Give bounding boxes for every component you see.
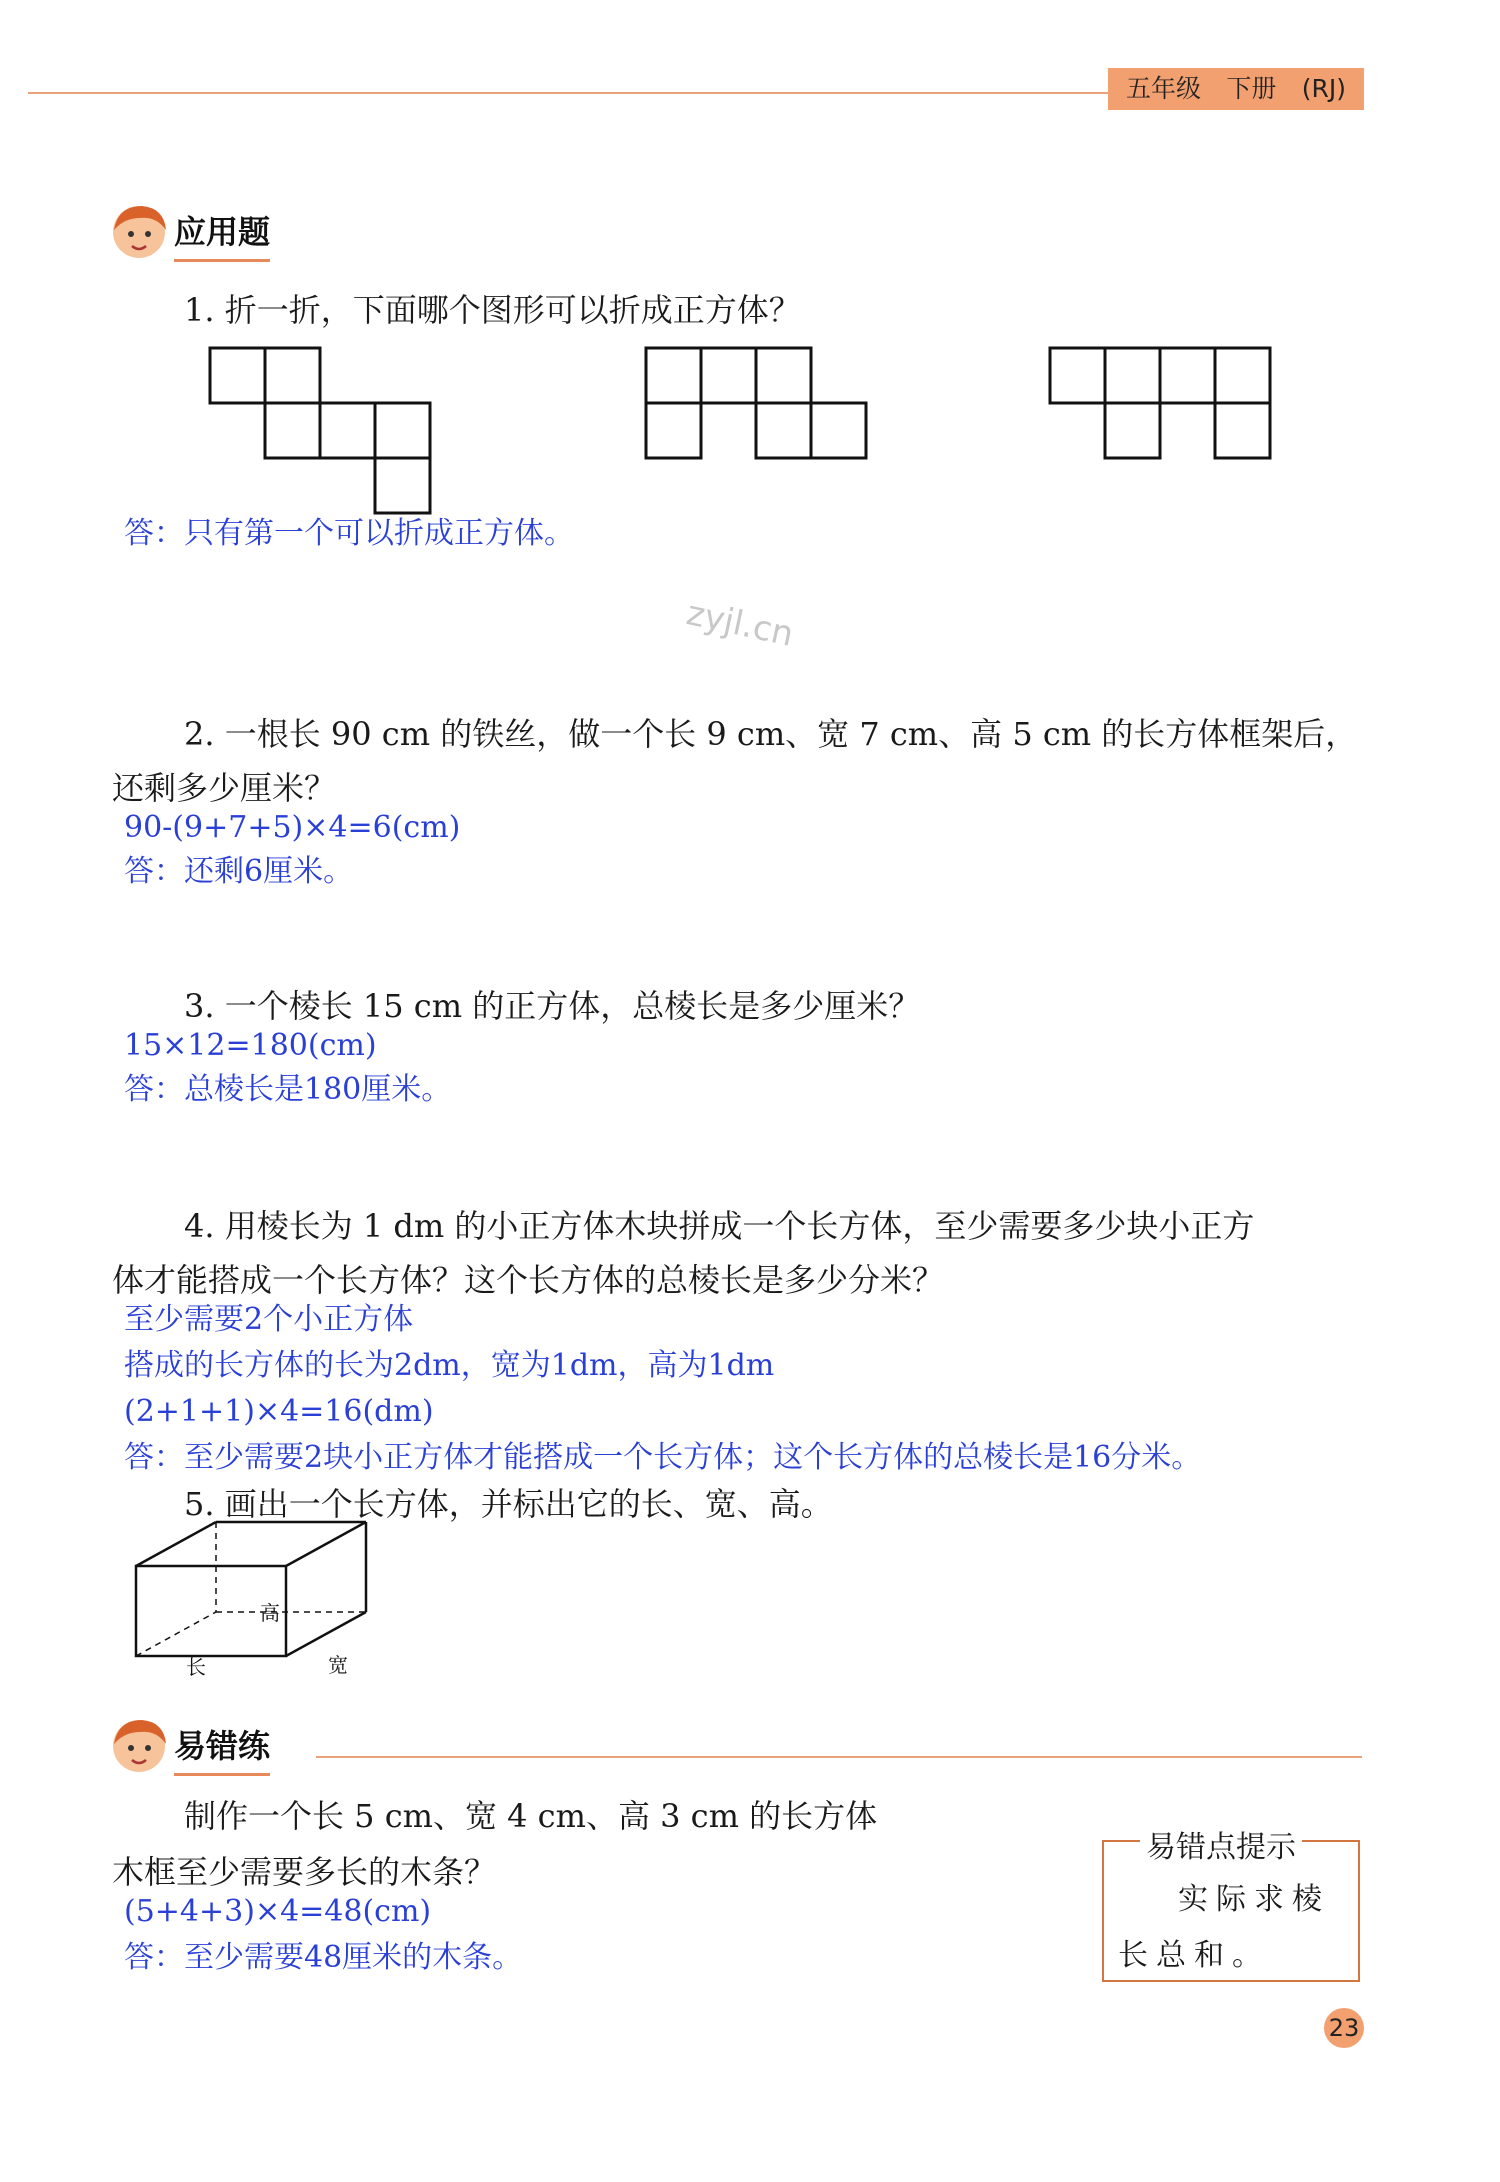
question-2-answer: 答：还剩6厘米。 (124, 854, 354, 889)
cuboid-width-label: 宽 (328, 1653, 348, 1676)
cube-net-option-3 (1040, 340, 1280, 470)
question-3-text: 3. 一个棱长 15 cm 的正方体，总棱长是多少厘米？ (184, 987, 921, 1025)
grade-badge (1108, 68, 1364, 110)
question-4-line-1: 4. 用棱长为 1 dm 的小正方体木块拼成一个长方体，至少需要多少块小正方 (184, 1207, 1255, 1245)
mistake-question-answer: 答：至少需要48厘米的木条。 (124, 1940, 523, 1975)
grade-label: 五年级 (1126, 74, 1202, 103)
cuboid-height-label: 高 (260, 1601, 280, 1625)
question-4-line-2: 体才能搭成一个长方体？这个长方体的总棱长是多少分米？ (112, 1261, 945, 1299)
section-rule (316, 1756, 1362, 1758)
cuboid-drawing (120, 1516, 380, 1676)
cube-net-option-2 (640, 340, 880, 470)
student-mascot-icon (108, 200, 170, 262)
question-5-text: 5. 画出一个长方体，并标出它的长、宽、高。 (184, 1485, 833, 1523)
mistake-question-line-2: 木框至少需要多长的木条？ (112, 1853, 497, 1891)
student-mascot-icon (108, 1714, 170, 1776)
section-application-heading (108, 200, 270, 262)
watermark: zyjl.cn (683, 593, 797, 655)
mistake-question-line-1: 制作一个长 5 cm、宽 4 cm、高 3 cm 的长方体 (184, 1797, 878, 1835)
question-2-work: 90-(9+7+5)×4=6(cm) (124, 810, 461, 845)
tip-text: 实际求棱长总和。 (1118, 1882, 1330, 1973)
header-rule (28, 92, 1118, 94)
mistake-question-work: (5+4+3)×4=48(cm) (124, 1894, 432, 1929)
question-1-text: 1. 折一折，下面哪个图形可以折成正方体？ (184, 291, 801, 329)
question-2-line-1: 2. 一根长 90 cm 的铁丝，做一个长 9 cm、宽 7 cm、高 5 cm 的长方体框架后， (184, 715, 1358, 753)
tip-title: 易错点提示 (1140, 1822, 1302, 1866)
question-1-answer: 答：只有第一个可以折成正方体。 (124, 516, 574, 551)
question-4-answer: 答：至少需要2块小正方体才能搭成一个长方体；这个长方体的总棱长是16分米。 (124, 1440, 1202, 1475)
edition-label: (RJ) (1301, 74, 1346, 103)
volume-label: 下册 (1226, 74, 1277, 103)
question-3-work: 15×12=180(cm) (124, 1028, 377, 1063)
question-4-work-3: (2+1+1)×4=16(dm) (124, 1394, 434, 1429)
cuboid-length-label: 长 (186, 1655, 206, 1676)
question-2-line-2: 还剩多少厘米？ (112, 769, 337, 807)
question-4-work-2: 搭成的长方体的长为2dm，宽为1dm，高为1dm (124, 1348, 775, 1383)
section-mistake-heading (108, 1714, 270, 1776)
mistake-tip-box (1102, 1830, 1360, 1982)
section-title: 应用题 (174, 207, 270, 262)
section-title: 易错练 (174, 1721, 270, 1776)
question-3-answer: 答：总棱长是180厘米。 (124, 1072, 452, 1107)
question-4-work-1: 至少需要2个小正方体 (124, 1302, 414, 1337)
cube-net-option-1 (200, 340, 440, 520)
page-number: 23 (1324, 2008, 1364, 2048)
